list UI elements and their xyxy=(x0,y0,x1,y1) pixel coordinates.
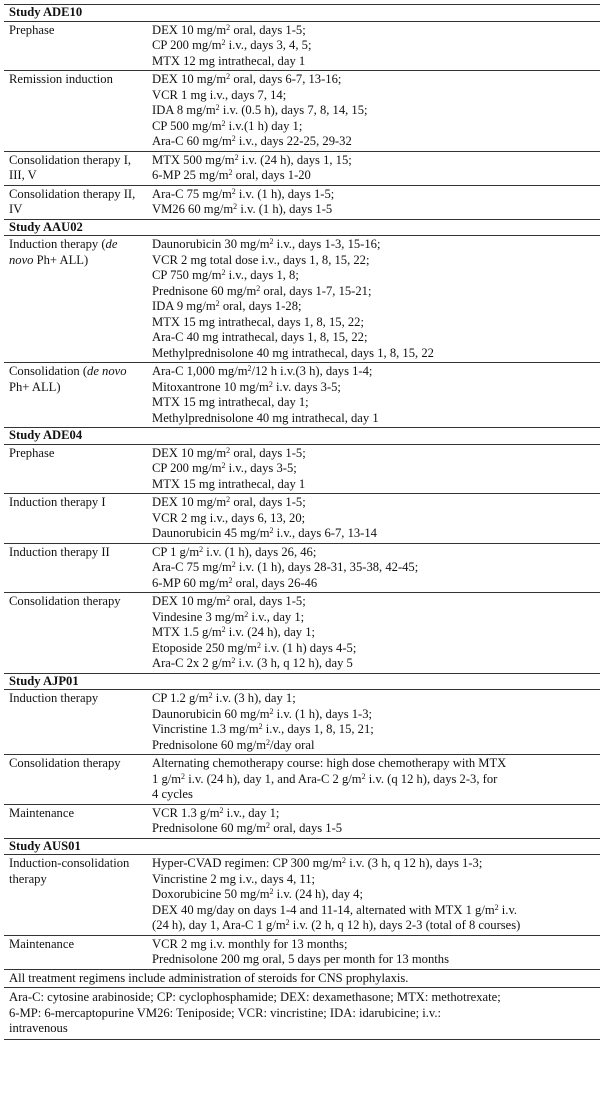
dosing-cell xyxy=(147,21,600,71)
dosing-line: Etoposide 250 $mg/m^2$ i.v. (1 h) days 4-5; xyxy=(152,640,357,655)
phase-part: Consolidation ( xyxy=(9,364,88,378)
dosing-line: MTX 15 mg intrathecal, day 1; xyxy=(152,395,309,409)
dosing-line: Ara-C 75 $mg/m^2$ i.v. (1 h), days 28-31, 35-38, 42-45; xyxy=(152,560,419,574)
table-body xyxy=(4,5,600,1040)
treatment-regimen-table xyxy=(4,4,600,1040)
dosing-line: DEX 40 mg/day on days 1-4 and 11-14, alternated with MTX 1 $g/m^2$ i.v. xyxy=(152,902,518,917)
dosing-line: MTX 12 mg intrathecal, day 1 xyxy=(152,53,306,68)
regimen-row xyxy=(4,593,600,674)
dosing-line: 6-MP 60 $mg/m^2$ oral, days 26-46 xyxy=(152,575,318,590)
dosing-line: Methylprednisolone 40 mg intrathecal, day 1 xyxy=(152,410,379,425)
dosing-line: CP 500 $mg/m^2$ i.v.(1 h) day 1; xyxy=(152,118,303,133)
dosing-line: MTX 1.5 $g/m^2$ i.v. (24 h), day 1; xyxy=(152,625,316,639)
dosing-line: MTX 500 $mg/m^2$ i.v. (24 h), days 1, 15; xyxy=(152,152,352,167)
dosing-line: DEX 10 $mg/m^2$ oral, days 1-5; xyxy=(152,445,306,460)
regimen-row xyxy=(4,543,600,593)
dosing-line: VCR 2 mg total dose i.v., days 1, 8, 15, 22; xyxy=(152,252,370,267)
dosing-cell xyxy=(147,151,600,185)
dosing-cell xyxy=(147,543,600,593)
dosing-line: Vincristine 2 mg i.v., days 4, 11; xyxy=(152,871,316,886)
dosing-line: Hyper-CVAD regimen: CP 300 $mg/m^2$ i.v. (3 h, q 12 h), days 1-3; xyxy=(152,856,483,870)
study-title: Study AAU02 xyxy=(4,219,600,236)
regimen-row xyxy=(4,185,600,219)
dosing-line: Prednisolone 200 mg oral, 5 days per month for 13 months xyxy=(152,952,449,966)
dosing-line: DEX 10 $mg/m^2$ oral, days 1-5; xyxy=(152,594,306,608)
dosing-line: MTX 15 mg intrathecal, days 1, 8, 15, 22; xyxy=(152,314,364,329)
study-title: Study AJP01 xyxy=(4,673,600,690)
dosing-line: Prednisolone 60 $mg/m^2$ oral, days 1-5 xyxy=(152,821,343,835)
phase-part: de novo xyxy=(87,364,127,378)
regimen-table-document xyxy=(4,4,602,1040)
regimen-row xyxy=(4,444,600,494)
dosing-cell xyxy=(147,804,600,838)
phase-cell: Maintenance xyxy=(4,804,147,838)
dosing-cell xyxy=(147,444,600,494)
dosing-line: CP 200 $mg/m^2$ i.v., days 3, 4, 5; xyxy=(152,38,312,52)
dosing-line: 1 $g/m^2$ i.v. (24 h), day 1, and Ara-C 2 $g/m^2$ i.v. (q 12 h), days 2-3, for xyxy=(152,771,498,786)
abbreviation-line: intravenous xyxy=(9,1021,68,1035)
dosing-line: VCR 2 mg i.v. monthly for 13 months; xyxy=(152,936,348,951)
dosing-cell xyxy=(147,236,600,363)
regimen-row xyxy=(4,494,600,544)
dosing-line: Ara-C 40 mg intrathecal, days 1, 8, 15, 22; xyxy=(152,330,368,344)
regimen-row xyxy=(4,236,600,363)
regimen-row xyxy=(4,690,600,755)
dosing-cell xyxy=(147,690,600,755)
dosing-line: Ara-C 75 $mg/m^2$ i.v. (1 h), days 1-5; xyxy=(152,186,335,201)
phase-cell xyxy=(4,363,147,428)
phase-part: Ph+ ALL) xyxy=(9,379,61,394)
dosing-line: VCR 2 mg i.v., days 6, 13, 20; xyxy=(152,510,306,525)
study-header-row xyxy=(4,673,600,690)
regimen-row xyxy=(4,363,600,428)
regimen-row xyxy=(4,71,600,152)
phase-cell xyxy=(4,236,147,363)
dosing-cell xyxy=(147,855,600,936)
dosing-line: Vindesine 3 $mg/m^2$ i.v., day 1; xyxy=(152,609,305,624)
dosing-cell xyxy=(147,935,600,969)
dosing-line: DEX 10 $mg/m^2$ oral, days 1-5; xyxy=(152,495,306,509)
regimen-row xyxy=(4,151,600,185)
phase-cell: Induction therapy I xyxy=(4,494,147,544)
dosing-line: DEX 10 $mg/m^2$ oral, days 6-7, 13-16; xyxy=(152,72,342,86)
dosing-line: Vincristine 1.3 $mg/m^2$ i.v., days 1, 8, 15, 21; xyxy=(152,722,374,736)
phase-cell: Prephase xyxy=(9,445,55,460)
phase-part: Induction therapy ( xyxy=(9,237,106,251)
dosing-line: Methylprednisolone 40 mg intrathecal, days 1, 8, 15, 22 xyxy=(152,345,434,360)
phase-cell: Consolidation therapy II, IV xyxy=(4,185,147,219)
dosing-line: CP 1 $g/m^2$ i.v. (1 h), days 26, 46; xyxy=(152,544,317,559)
regimen-row xyxy=(4,755,600,805)
dosing-line: Ara-C 60 $mg/m^2$ i.v., days 22-25, 29-32 xyxy=(152,134,352,148)
dosing-line: Daunorubicin 30 $mg/m^2$ i.v., days 1-3, 15-16; xyxy=(152,237,381,251)
dosing-cell xyxy=(147,363,600,428)
study-title: Study AUS01 xyxy=(4,838,600,855)
regimen-row xyxy=(4,21,600,71)
study-title: Study ADE04 xyxy=(4,428,600,445)
dosing-line: CP 750 $mg/m^2$ i.v., days 1, 8; xyxy=(152,268,299,282)
dosing-line: 6-MP 25 $mg/m^2$ oral, days 1-20 xyxy=(152,168,311,182)
dosing-line: Ara-C 1,000 $mg/m^2/12$ h i.v.(3 h), days 1-4; xyxy=(152,364,373,378)
phase-cell: Maintenance xyxy=(4,935,147,969)
study-header-row xyxy=(4,428,600,445)
abbreviations-cell xyxy=(4,988,600,1040)
dosing-line: Alternating chemotherapy course: high dose chemotherapy with MTX xyxy=(152,756,507,770)
dosing-line: VCR 1 mg i.v., days 7, 14; xyxy=(152,87,287,102)
dosing-line: IDA 8 $mg/m^2$ i.v. (0.5 h), days 7, 8, 14, 15; xyxy=(152,103,368,117)
abbreviations-row xyxy=(4,988,600,1040)
dosing-line: IDA 9 $mg/m^2$ oral, days 1-28; xyxy=(152,299,302,313)
dosing-line: DEX 10 $mg/m^2$ oral, days 1-5; xyxy=(152,22,306,37)
dosing-line: VM26 60 $mg/m^2$ i.v. (1 h), days 1-5 xyxy=(152,202,333,216)
dosing-line: Ara-C 2x 2 $g/m^2$ i.v. (3 h, q 12 h), day 5 xyxy=(152,656,353,670)
study-header-row xyxy=(4,838,600,855)
regimen-row xyxy=(4,935,600,969)
dosing-cell xyxy=(147,71,600,152)
phase-cell: Consolidation therapy xyxy=(4,755,147,805)
abbreviation-line: Ara-C: cytosine arabinoside; CP: cyclophosphamide; DEX: dexamethasone; MTX: methotrexate; xyxy=(9,990,501,1004)
dosing-line: MTX 15 mg intrathecal, day 1 xyxy=(152,476,306,491)
dosing-line: Prednisolone 60 $mg/m^2$/day oral xyxy=(152,737,315,752)
phase-cell: Prephase xyxy=(9,22,55,37)
dosing-line: Daunorubicin 60 $mg/m^2$ i.v. (1 h), days 1-3; xyxy=(152,706,373,721)
regimen-row xyxy=(4,804,600,838)
phase-part: de novo xyxy=(9,237,118,267)
dosing-cell xyxy=(147,755,600,805)
abbreviation-line: 6-MP: 6-mercaptopurine VM26: Teniposide; VCR: vincristine; IDA: idarubicine; i.v.: xyxy=(9,1005,442,1020)
phase-cell: Induction therapy xyxy=(9,691,99,705)
regimen-row xyxy=(4,855,600,936)
phase-cell: Consolidation therapy xyxy=(4,593,147,674)
phase-part: Ph+ ALL) xyxy=(33,252,89,267)
footnote-text: All treatment regimens include administration of steroids for CNS prophylaxis. xyxy=(4,969,600,988)
phase-cell: Remission induction xyxy=(4,71,147,152)
phase-cell: Consolidation therapy I, III, V xyxy=(4,151,147,185)
study-header-row xyxy=(4,219,600,236)
footnote-row xyxy=(4,969,600,988)
phase-cell: Induction-consolidation therapy xyxy=(9,856,130,886)
dosing-line: Prednisone 60 $mg/m^2$ oral, days 1-7, 15-21; xyxy=(152,283,372,298)
dosing-cell xyxy=(147,185,600,219)
dosing-line: VCR 1.3 $g/m^2$ i.v., day 1; xyxy=(152,805,280,820)
dosing-line: Mitoxantrone 10 $mg/m^2$ i.v. days 3-5; xyxy=(152,379,341,394)
phase-cell: Induction therapy II xyxy=(4,543,147,593)
study-title: Study ADE10 xyxy=(4,5,600,22)
dosing-line: 4 cycles xyxy=(152,787,193,801)
dosing-cell xyxy=(147,593,600,674)
study-header-row xyxy=(4,5,600,22)
dosing-line: Daunorubicin 45 $mg/m^2$ i.v., days 6-7, 13-14 xyxy=(152,526,377,540)
dosing-line: Doxorubicine 50 $mg/m^2$ i.v. (24 h), day 4; xyxy=(152,887,363,901)
dosing-line: CP 200 $mg/m^2$ i.v., days 3-5; xyxy=(152,461,297,475)
dosing-cell xyxy=(147,494,600,544)
dosing-line: CP 1.2 $g/m^2$ i.v. (3 h), day 1; xyxy=(152,691,296,705)
dosing-line: (24 h), day 1, Ara-C 1 $g/m^2$ i.v. (2 h, q 12 h), days 2-3 (total of 8 courses) xyxy=(152,918,521,932)
